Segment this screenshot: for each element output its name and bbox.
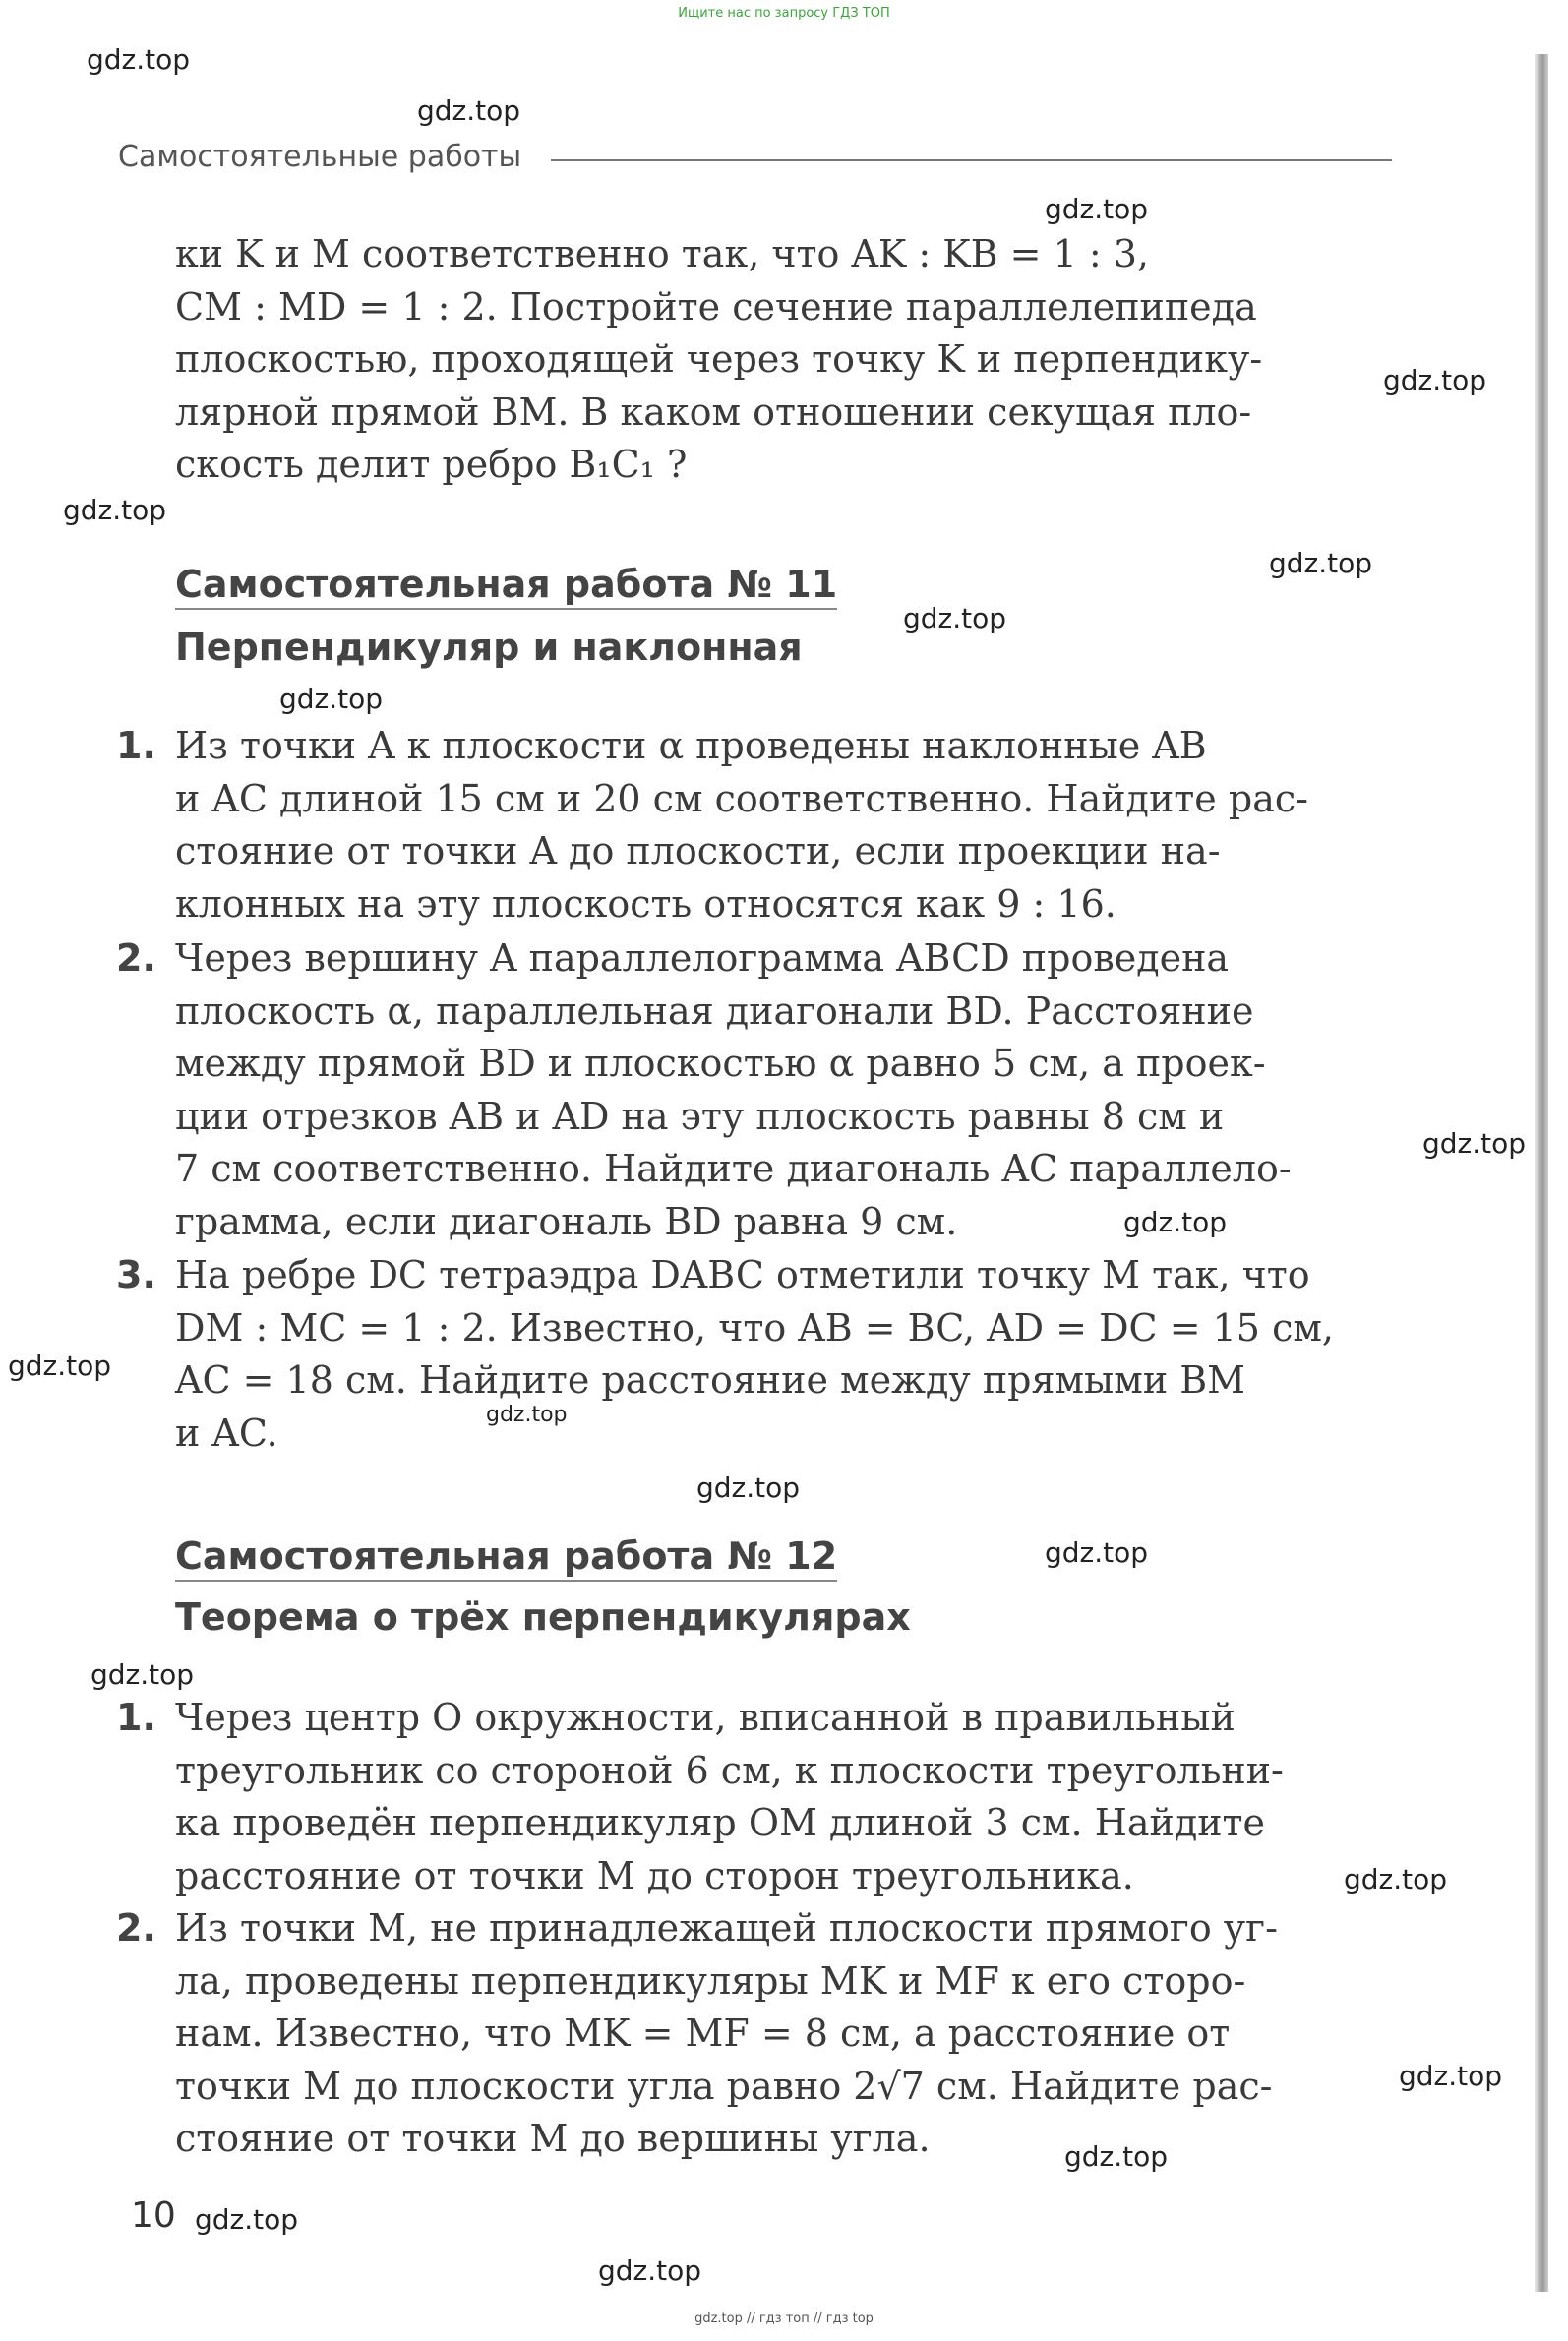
problem-text	[175, 720, 1392, 930]
problem-line: Из точки M, не принадлежащей плоскости прямого уг-	[175, 1906, 1278, 1950]
section-11-subtitle: Перпендикуляр и наклонная	[175, 626, 803, 669]
problem-line: ции отрезков AB и AD на эту плоскость равны 8 см и	[175, 1094, 1225, 1138]
problem-number: 2.	[116, 1906, 156, 1950]
problem-number: 1.	[116, 724, 156, 767]
watermark: gdz.top	[8, 1350, 112, 1382]
watermark: gdz.top	[1344, 1863, 1448, 1895]
problem-line: нам. Известно, что MK = MF = 8 см, а расстояние от	[175, 2011, 1231, 2055]
watermark: gdz.top	[1399, 2060, 1503, 2092]
intro-line: лярной прямой BM. В каком отношении секущая пло-	[175, 390, 1252, 434]
intro-line: CM : MD = 1 : 2. Постройте сечение параллелепипеда	[175, 284, 1257, 329]
problem-line: стояние от точки M до вершины угла.	[175, 2117, 931, 2160]
problem-line: Через центр O окружности, вписанной в правильный	[175, 1696, 1236, 1739]
problem-line: точки M до плоскости угла равно 2√7 см. Найдите рас-	[175, 2064, 1273, 2108]
watermark: gdz.top	[1045, 193, 1149, 225]
watermark: gdz.top	[1422, 1127, 1527, 1160]
problem-line: стояние от точки A до плоскости, если проекции на-	[175, 829, 1221, 872]
watermark: gdz.top	[486, 1403, 568, 1427]
problem-number: 1.	[116, 1696, 156, 1739]
problem-line: ла, проведены перпендикуляры MK и MF к его сторо-	[175, 1958, 1246, 2003]
problem-line: треугольник со стороной 6 см, к плоскости треугольни-	[175, 1748, 1284, 1792]
problem-line: DM : MC = 1 : 2. Известно, что AB = BC, AD = DC = 15 см,	[175, 1305, 1334, 1350]
problem-line: между прямой BD и плоскостью α равно 5 см, а проек-	[175, 1042, 1266, 1085]
problem-11-3	[116, 1249, 1392, 1460]
problem-text	[175, 1249, 1392, 1460]
watermark: gdz.top	[696, 1471, 801, 1504]
problem-11-2	[116, 932, 1392, 1248]
watermark: gdz.top	[1064, 2140, 1169, 2173]
problem-line: плоскость α, параллельная диагонали BD. Расстояние	[175, 989, 1254, 1033]
page-number: 10	[131, 2195, 176, 2236]
problem-11-1	[116, 720, 1392, 930]
problem-line: Из точки A к плоскости α проведены наклонные AB	[175, 724, 1207, 767]
watermark: gdz.top	[1383, 364, 1487, 396]
problem-line: На ребре DC тетраэдра DABC отметили точку M так, что	[175, 1253, 1310, 1296]
intro-paragraph	[175, 228, 1392, 492]
header-title: Самостоятельные работы	[118, 140, 522, 174]
header-rule	[551, 159, 1392, 161]
watermark: gdz.top	[417, 94, 521, 127]
problem-text	[175, 932, 1392, 1248]
page-edge-shadow	[1535, 54, 1548, 2292]
intro-line: плоскостью, проходящей через точку K и перпендику-	[175, 337, 1263, 381]
watermark: gdz.top	[598, 2254, 702, 2287]
section-12-subtitle: Теорема о трёх перпендикулярах	[175, 1595, 911, 1639]
problem-number: 2.	[116, 936, 156, 980]
problem-line: ка проведён перпендикуляр OM длиной 3 см. Найдите	[175, 1801, 1266, 1844]
problem-line: грамма, если диагональ BD равна 9 см.	[175, 1199, 958, 1243]
running-header	[118, 140, 1392, 174]
problem-line: AC = 18 см. Найдите расстояние между прямыми BM	[175, 1358, 1246, 1402]
intro-line: скость делит ребро B₁C₁ ?	[175, 443, 688, 486]
bottom-banner: gdz.top // гдз топ // гдз top	[694, 2311, 874, 2326]
watermark: gdz.top	[1269, 547, 1373, 579]
watermark: gdz.top	[903, 602, 1007, 634]
problem-12-1	[116, 1692, 1392, 1902]
problem-line: клонных на эту плоскость относятся как 9 : 16.	[175, 881, 1116, 926]
problem-line: и AC.	[175, 1411, 278, 1455]
watermark: gdz.top	[87, 43, 191, 76]
problem-12-2	[116, 1902, 1392, 2166]
problem-text	[175, 1692, 1392, 1902]
watermark: gdz.top	[1045, 1536, 1149, 1569]
watermark: gdz.top	[63, 494, 167, 526]
section-12-title: Самостоятельная работа № 12	[175, 1534, 837, 1582]
watermark: gdz.top	[279, 683, 384, 715]
intro-line: ки K и M соответственно так, что AK : KB = 1 : 3,	[175, 232, 1149, 275]
section-11-title: Самостоятельная работа № 11	[175, 563, 837, 610]
watermark: gdz.top	[195, 2203, 299, 2236]
watermark: gdz.top	[90, 1658, 195, 1691]
problem-number: 3.	[116, 1253, 156, 1296]
problem-line: расстояние от точки M до сторон треугольника.	[175, 1853, 1134, 1897]
problem-line: и AC длиной 15 см и 20 см соответственно. Найдите рас-	[175, 776, 1308, 820]
top-banner: Ищите нас по запросу ГДЗ ТОП	[678, 6, 890, 21]
problem-text	[175, 1902, 1392, 2166]
problem-line: 7 см соответственно. Найдите диагональ AC параллело-	[175, 1147, 1292, 1190]
watermark: gdz.top	[1123, 1206, 1228, 1238]
problem-line: Через вершину A параллелограмма ABCD проведена	[175, 936, 1230, 980]
